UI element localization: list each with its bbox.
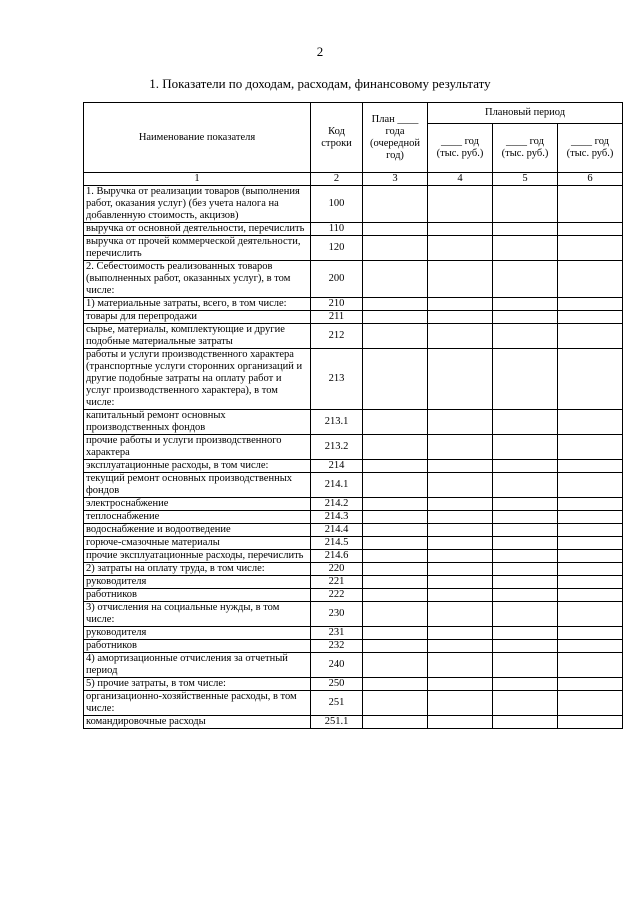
value-cell[interactable] (493, 223, 558, 236)
column-number: 1 (84, 173, 311, 186)
value-cell[interactable] (558, 186, 623, 223)
value-cell[interactable] (428, 473, 493, 498)
table-row (84, 537, 623, 550)
table-row (84, 678, 623, 691)
table-row (84, 576, 623, 589)
value-cell[interactable] (363, 678, 428, 691)
value-cell[interactable] (493, 653, 558, 678)
value-cell[interactable] (428, 537, 493, 550)
value-cell[interactable] (363, 627, 428, 640)
table-row (84, 498, 623, 511)
value-cell[interactable] (363, 460, 428, 473)
value-cell[interactable] (428, 678, 493, 691)
value-cell[interactable] (558, 602, 623, 627)
value-cell[interactable] (493, 589, 558, 602)
indicator-name: прочие эксплуатационные расходы, перечислить (84, 550, 311, 563)
value-cell[interactable] (428, 524, 493, 537)
indicator-name: прочие работы и услуги производственного характера (84, 435, 311, 460)
table-row (84, 410, 623, 435)
value-cell[interactable] (493, 627, 558, 640)
table-row (84, 640, 623, 653)
value-cell[interactable] (428, 435, 493, 460)
header-plan: План ____ года (очередной год) (363, 103, 428, 173)
row-code: 214.6 (311, 550, 363, 563)
indicator-name: товары для перепродажи (84, 311, 311, 324)
indicator-name: работников (84, 589, 311, 602)
value-cell[interactable] (428, 349, 493, 410)
value-cell[interactable] (428, 550, 493, 563)
value-cell[interactable] (428, 691, 493, 716)
row-code: 100 (311, 186, 363, 223)
indicator-name: капитальный ремонт основных производственных фондов (84, 410, 311, 435)
indicator-name: сырье, материалы, комплектующие и другие подобные материальные затраты (84, 324, 311, 349)
row-code: 211 (311, 311, 363, 324)
value-cell[interactable] (363, 473, 428, 498)
value-cell[interactable] (558, 627, 623, 640)
column-number: 4 (428, 173, 493, 186)
table-row (84, 186, 623, 223)
value-cell[interactable] (363, 537, 428, 550)
value-cell[interactable] (493, 691, 558, 716)
value-cell[interactable] (493, 678, 558, 691)
value-cell[interactable] (558, 236, 623, 261)
table-title: 1. Показатели по доходам, расходам, финансовому результату (149, 76, 491, 91)
row-code: 231 (311, 627, 363, 640)
value-cell[interactable] (428, 640, 493, 653)
value-cell[interactable] (493, 460, 558, 473)
table-row (84, 691, 623, 716)
table-row (84, 460, 623, 473)
value-cell[interactable] (493, 563, 558, 576)
value-cell[interactable] (428, 311, 493, 324)
value-cell[interactable] (363, 550, 428, 563)
value-cell[interactable] (558, 311, 623, 324)
indicator-name: организационно-хозяйственные расходы, в том числе: (84, 691, 311, 716)
value-cell[interactable] (428, 410, 493, 435)
value-cell[interactable] (428, 324, 493, 349)
value-cell[interactable] (428, 498, 493, 511)
header-year-6: ____ год (тыс. руб.) (558, 124, 623, 173)
value-cell[interactable] (558, 298, 623, 311)
column-numbers-row (84, 173, 623, 186)
row-code: 210 (311, 298, 363, 311)
row-code: 230 (311, 602, 363, 627)
indicator-name: выручка от прочей коммерческой деятельности, перечислить (84, 236, 311, 261)
row-code: 251 (311, 691, 363, 716)
row-code: 213 (311, 349, 363, 410)
value-cell[interactable] (493, 298, 558, 311)
indicator-name: командировочные расходы (84, 716, 311, 729)
indicator-name: 2) затраты на оплату труда, в том числе: (84, 563, 311, 576)
header-planned-period: Плановый период (428, 103, 623, 124)
value-cell[interactable] (363, 410, 428, 435)
column-number: 3 (363, 173, 428, 186)
indicator-name: текущий ремонт основных производственных фондов (84, 473, 311, 498)
value-cell[interactable] (558, 435, 623, 460)
value-cell[interactable] (363, 640, 428, 653)
value-cell[interactable] (428, 602, 493, 627)
value-cell[interactable] (493, 511, 558, 524)
indicator-name: руководителя (84, 576, 311, 589)
value-cell[interactable] (558, 524, 623, 537)
value-cell[interactable] (493, 324, 558, 349)
table-row (84, 627, 623, 640)
value-cell[interactable] (493, 576, 558, 589)
indicator-name: электроснабжение (84, 498, 311, 511)
value-cell[interactable] (558, 716, 623, 729)
value-cell[interactable] (428, 223, 493, 236)
indicator-name: 2. Себестоимость реализованных товаров (выполненных работ, оказанных услуг), в том числе: (84, 261, 311, 298)
header-year-4: ____ год (тыс. руб.) (428, 124, 493, 173)
indicator-name: 5) прочие затраты, в том числе: (84, 678, 311, 691)
value-cell[interactable] (363, 236, 428, 261)
row-code: 232 (311, 640, 363, 653)
value-cell[interactable] (363, 563, 428, 576)
row-code: 213.2 (311, 435, 363, 460)
row-code: 221 (311, 576, 363, 589)
table-row (84, 473, 623, 498)
value-cell[interactable] (363, 324, 428, 349)
value-cell[interactable] (558, 511, 623, 524)
value-cell[interactable] (558, 537, 623, 550)
value-cell[interactable] (363, 498, 428, 511)
value-cell[interactable] (363, 524, 428, 537)
row-code: 214.5 (311, 537, 363, 550)
value-cell[interactable] (428, 716, 493, 729)
row-code: 240 (311, 653, 363, 678)
value-cell[interactable] (493, 524, 558, 537)
row-code: 222 (311, 589, 363, 602)
value-cell[interactable] (558, 691, 623, 716)
value-cell[interactable] (428, 236, 493, 261)
value-cell[interactable] (363, 311, 428, 324)
row-code: 120 (311, 236, 363, 261)
table-row (84, 324, 623, 349)
table-row (84, 524, 623, 537)
row-code: 214.1 (311, 473, 363, 498)
table-row (84, 311, 623, 324)
value-cell[interactable] (493, 311, 558, 324)
value-cell[interactable] (428, 460, 493, 473)
table-row (84, 716, 623, 729)
table-row (84, 602, 623, 627)
table-row (84, 349, 623, 410)
value-cell[interactable] (363, 653, 428, 678)
value-cell[interactable] (363, 602, 428, 627)
value-cell[interactable] (558, 550, 623, 563)
value-cell[interactable] (363, 576, 428, 589)
value-cell[interactable] (428, 653, 493, 678)
column-number: 2 (311, 173, 363, 186)
row-code: 110 (311, 223, 363, 236)
indicator-name: 1) материальные затраты, всего, в том числе: (84, 298, 311, 311)
table-row (84, 298, 623, 311)
table-row (84, 589, 623, 602)
value-cell[interactable] (558, 589, 623, 602)
value-cell[interactable] (558, 223, 623, 236)
indicator-name: 1. Выручка от реализации товаров (выполнения работ, оказания услуг) (без учета налога на добавленную стоимость, акцизов) (84, 186, 311, 223)
value-cell[interactable] (558, 498, 623, 511)
table-row (84, 435, 623, 460)
table-row (84, 261, 623, 298)
value-cell[interactable] (558, 410, 623, 435)
indicator-name: руководителя (84, 627, 311, 640)
table-row (84, 223, 623, 236)
row-code: 212 (311, 324, 363, 349)
value-cell[interactable] (428, 589, 493, 602)
value-cell[interactable] (493, 410, 558, 435)
value-cell[interactable] (493, 550, 558, 563)
value-cell[interactable] (558, 576, 623, 589)
indicators-table (83, 102, 623, 729)
page-number: 2 (316, 44, 324, 59)
value-cell[interactable] (493, 435, 558, 460)
value-cell[interactable] (428, 627, 493, 640)
header-year-5: ____ год (тыс. руб.) (493, 124, 558, 173)
header-code: Код строки (311, 103, 363, 173)
value-cell[interactable] (558, 261, 623, 298)
value-cell[interactable] (493, 602, 558, 627)
value-cell[interactable] (428, 261, 493, 298)
indicator-name: выручка от основной деятельности, перечислить (84, 223, 311, 236)
value-cell[interactable] (493, 261, 558, 298)
column-number: 5 (493, 173, 558, 186)
indicator-name: эксплуатационные расходы, в том числе: (84, 460, 311, 473)
header-name: Наименование показателя (84, 103, 311, 173)
value-cell[interactable] (428, 298, 493, 311)
row-code: 214.4 (311, 524, 363, 537)
indicator-name: 3) отчисления на социальные нужды, в том числе: (84, 602, 311, 627)
row-code: 214.2 (311, 498, 363, 511)
table-row (84, 236, 623, 261)
value-cell[interactable] (363, 589, 428, 602)
row-code: 220 (311, 563, 363, 576)
value-cell[interactable] (558, 324, 623, 349)
value-cell[interactable] (558, 563, 623, 576)
table-row (84, 550, 623, 563)
value-cell[interactable] (363, 691, 428, 716)
value-cell[interactable] (493, 537, 558, 550)
value-cell[interactable] (493, 236, 558, 261)
value-cell[interactable] (558, 678, 623, 691)
row-code: 250 (311, 678, 363, 691)
indicator-name: 4) амортизационные отчисления за отчетный период (84, 653, 311, 678)
value-cell[interactable] (363, 511, 428, 524)
value-cell[interactable] (363, 261, 428, 298)
value-cell[interactable] (363, 435, 428, 460)
value-cell[interactable] (363, 186, 428, 223)
table-row (84, 511, 623, 524)
indicator-name: работников (84, 640, 311, 653)
table-row (84, 653, 623, 678)
column-number: 6 (558, 173, 623, 186)
value-cell[interactable] (558, 640, 623, 653)
value-cell[interactable] (493, 498, 558, 511)
indicator-name: работы и услуги производственного характера (транспортные услуги сторонних организаций и другие подобные затраты на оплату работ и услуг производственного характера), в том числе: (84, 349, 311, 410)
indicator-name: горюче-смазочные материалы (84, 537, 311, 550)
row-code: 214.3 (311, 511, 363, 524)
value-cell[interactable] (558, 653, 623, 678)
indicator-name: водоснабжение и водоотведение (84, 524, 311, 537)
value-cell[interactable] (558, 473, 623, 498)
table-row (84, 563, 623, 576)
value-cell[interactable] (428, 186, 493, 223)
value-cell[interactable] (493, 349, 558, 410)
row-code: 251.1 (311, 716, 363, 729)
value-cell[interactable] (558, 460, 623, 473)
value-cell[interactable] (428, 511, 493, 524)
value-cell[interactable] (428, 576, 493, 589)
value-cell[interactable] (493, 473, 558, 498)
value-cell[interactable] (428, 563, 493, 576)
value-cell[interactable] (363, 298, 428, 311)
value-cell[interactable] (493, 640, 558, 653)
row-code: 214 (311, 460, 363, 473)
value-cell[interactable] (493, 716, 558, 729)
value-cell[interactable] (363, 349, 428, 410)
indicator-name: теплоснабжение (84, 511, 311, 524)
value-cell[interactable] (363, 716, 428, 729)
value-cell[interactable] (558, 349, 623, 410)
row-code: 213.1 (311, 410, 363, 435)
value-cell[interactable] (363, 223, 428, 236)
value-cell[interactable] (493, 186, 558, 223)
row-code: 200 (311, 261, 363, 298)
